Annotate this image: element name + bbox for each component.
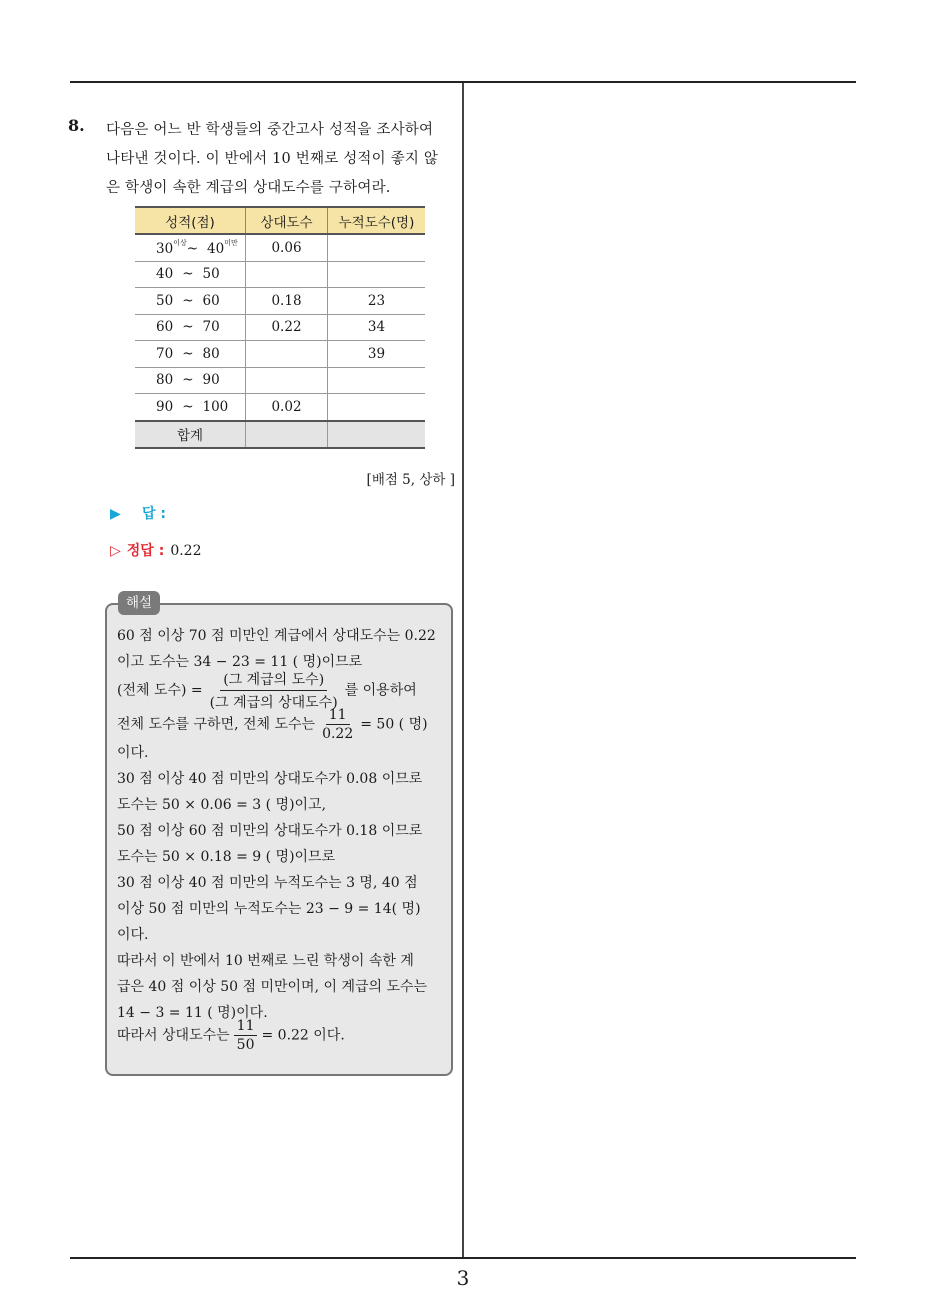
interval-to: 70 [202,319,220,336]
interval-cell [135,341,246,368]
tilde: ~ [182,398,194,415]
explanation-formula [117,1018,345,1053]
tilde: ~ [182,345,194,362]
cumulative-frequency-cell [328,234,426,261]
header-score: 성적(점) [135,207,246,234]
explanation-line: 30 점 이상 40 점 미만의 누적도수는 3 명, 40 점 [117,875,418,891]
explanation-line: 60 점 이상 70 점 미만인 계급에서 상대도수는 0.22 [117,628,436,644]
explanation-line: 급은 40 점 이상 50 점 미만이며, 이 계급의 도수는 [117,979,428,995]
score-note: [배점 5, 상하 ] [366,472,455,488]
formula-lhs: (전체 도수) = [117,682,203,699]
interval-to: 100 [202,398,229,415]
formula-rhs: 를 이용하여 [344,682,417,699]
explanation-tag: 해설 [118,591,160,615]
fraction-denominator: (그 계급의 상대도수) [209,695,338,711]
tilde: ~ [182,319,194,336]
formula-lhs: 전체 도수를 구하면, 전체 도수는 [117,716,316,733]
table-row [135,261,425,288]
interval-to: 40 [207,241,225,258]
above-marker: 이상 [173,239,187,248]
cumulative-frequency-cell: 39 [328,341,426,368]
table-row [135,288,425,315]
relative-frequency-cell: 0.18 [246,288,328,315]
interval-from: 30 [156,241,174,258]
relative-frequency-cell [246,341,328,368]
explanation-line: 이상 50 점 미만의 누적도수는 23 − 9 = 14( 명) [117,901,421,917]
explanation-line: 이다. [117,745,149,761]
tilde: ~ [182,372,194,389]
fraction-numerator: 11 [326,707,350,725]
cumulative-frequency-cell [328,394,426,421]
interval-from: 40 [156,266,174,283]
frequency-table [135,206,425,449]
formula-lhs: 따라서 상대도수는 [117,1027,230,1044]
cumulative-frequency-cell: 34 [328,314,426,341]
interval-from: 50 [156,292,174,309]
explanation-line: 14 − 3 = 11 ( 명)이다. [117,1005,268,1021]
interval-cell [135,234,246,261]
fraction [319,707,356,742]
total-row [135,421,425,449]
fraction-numerator: 11 [234,1018,258,1036]
fraction [207,669,341,712]
formula-rhs: = 0.22 이다. [261,1027,345,1044]
correct-answer-row [110,540,201,560]
formula-rhs: = 50 ( 명) [360,716,428,733]
tilde: ~ [182,292,194,309]
table-row [135,234,425,261]
explanation-line: 이다. [117,927,149,943]
question-number: 8. [68,116,85,135]
cumulative-frequency-cell [328,261,426,288]
interval-cell [135,367,246,394]
answer-label: 답 : [142,506,166,522]
interval-from: 90 [156,398,174,415]
relative-frequency-cell: 0.06 [246,234,328,261]
table-row [135,341,425,368]
interval-cell [135,261,246,288]
relative-frequency-cell: 0.22 [246,314,328,341]
interval-from: 60 [156,319,174,336]
header-cumulative-frequency: 누적도수(명) [328,207,426,234]
total-relative-frequency [246,421,328,449]
total-label: 합계 [135,421,246,449]
interval-cell [135,288,246,315]
play-arrow-icon: ▶ [110,506,121,522]
table-row [135,314,425,341]
explanation-formula [117,707,428,742]
table-header-row [135,207,425,234]
fraction-numerator: (그 계급의 도수) [220,669,327,691]
cumulative-frequency-cell [328,367,426,394]
tilde: ~ [186,241,199,258]
explanation-line: 도수는 50 × 0.18 = 9 ( 명)이므로 [117,849,336,865]
table-row [135,367,425,394]
outline-arrow-icon: ▷ [110,543,121,559]
interval-cell [135,394,246,421]
interval-cell [135,314,246,341]
interval-to: 50 [202,266,220,283]
interval-from: 70 [156,345,174,362]
relative-frequency-cell: 0.02 [246,394,328,421]
fraction-denominator: 0.22 [322,726,354,742]
relative-frequency-cell [246,261,328,288]
explanation-formula [117,669,417,712]
table-row [135,394,425,421]
relative-frequency-cell [246,367,328,394]
explanation-line: 50 점 이상 60 점 미만의 상대도수가 0.18 이므로 [117,823,423,839]
correct-answer-value: 0.22 [170,543,202,559]
below-marker: 미만 [224,239,238,248]
interval-to: 60 [202,292,220,309]
fraction-denominator: 50 [236,1037,255,1053]
correct-answer-label: 정답 : [126,543,165,559]
tilde: ~ [182,266,194,283]
answer-row [110,503,166,523]
total-cumulative-frequency [328,421,426,449]
interval-to: 80 [202,345,220,362]
explanation-line: 도수는 50 × 0.06 = 3 ( 명)이고, [117,797,327,813]
column-divider [462,83,464,1258]
interval-to: 90 [202,372,220,389]
explanation-line: 따라서 이 반에서 10 번째로 느린 학생이 속한 계 [117,953,414,969]
interval-from: 80 [156,372,174,389]
cumulative-frequency-cell: 23 [328,288,426,315]
explanation-line: 이고 도수는 34 − 23 = 11 ( 명)이므로 [117,654,363,670]
question-text: 다음은 어느 반 학생들의 중간고사 성적을 조사하여 나타낸 것이다. 이 반에서 10 번째로 성적이 좋지 않은 학생이 속한 계급의 상대도수를 구하여라. [106,122,439,196]
page-number: 3 [456,1266,470,1290]
explanation-line: 30 점 이상 40 점 미만의 상대도수가 0.08 이므로 [117,771,423,787]
bottom-rule [70,1257,856,1259]
fraction [234,1018,258,1053]
header-relative-frequency: 상대도수 [246,207,328,234]
